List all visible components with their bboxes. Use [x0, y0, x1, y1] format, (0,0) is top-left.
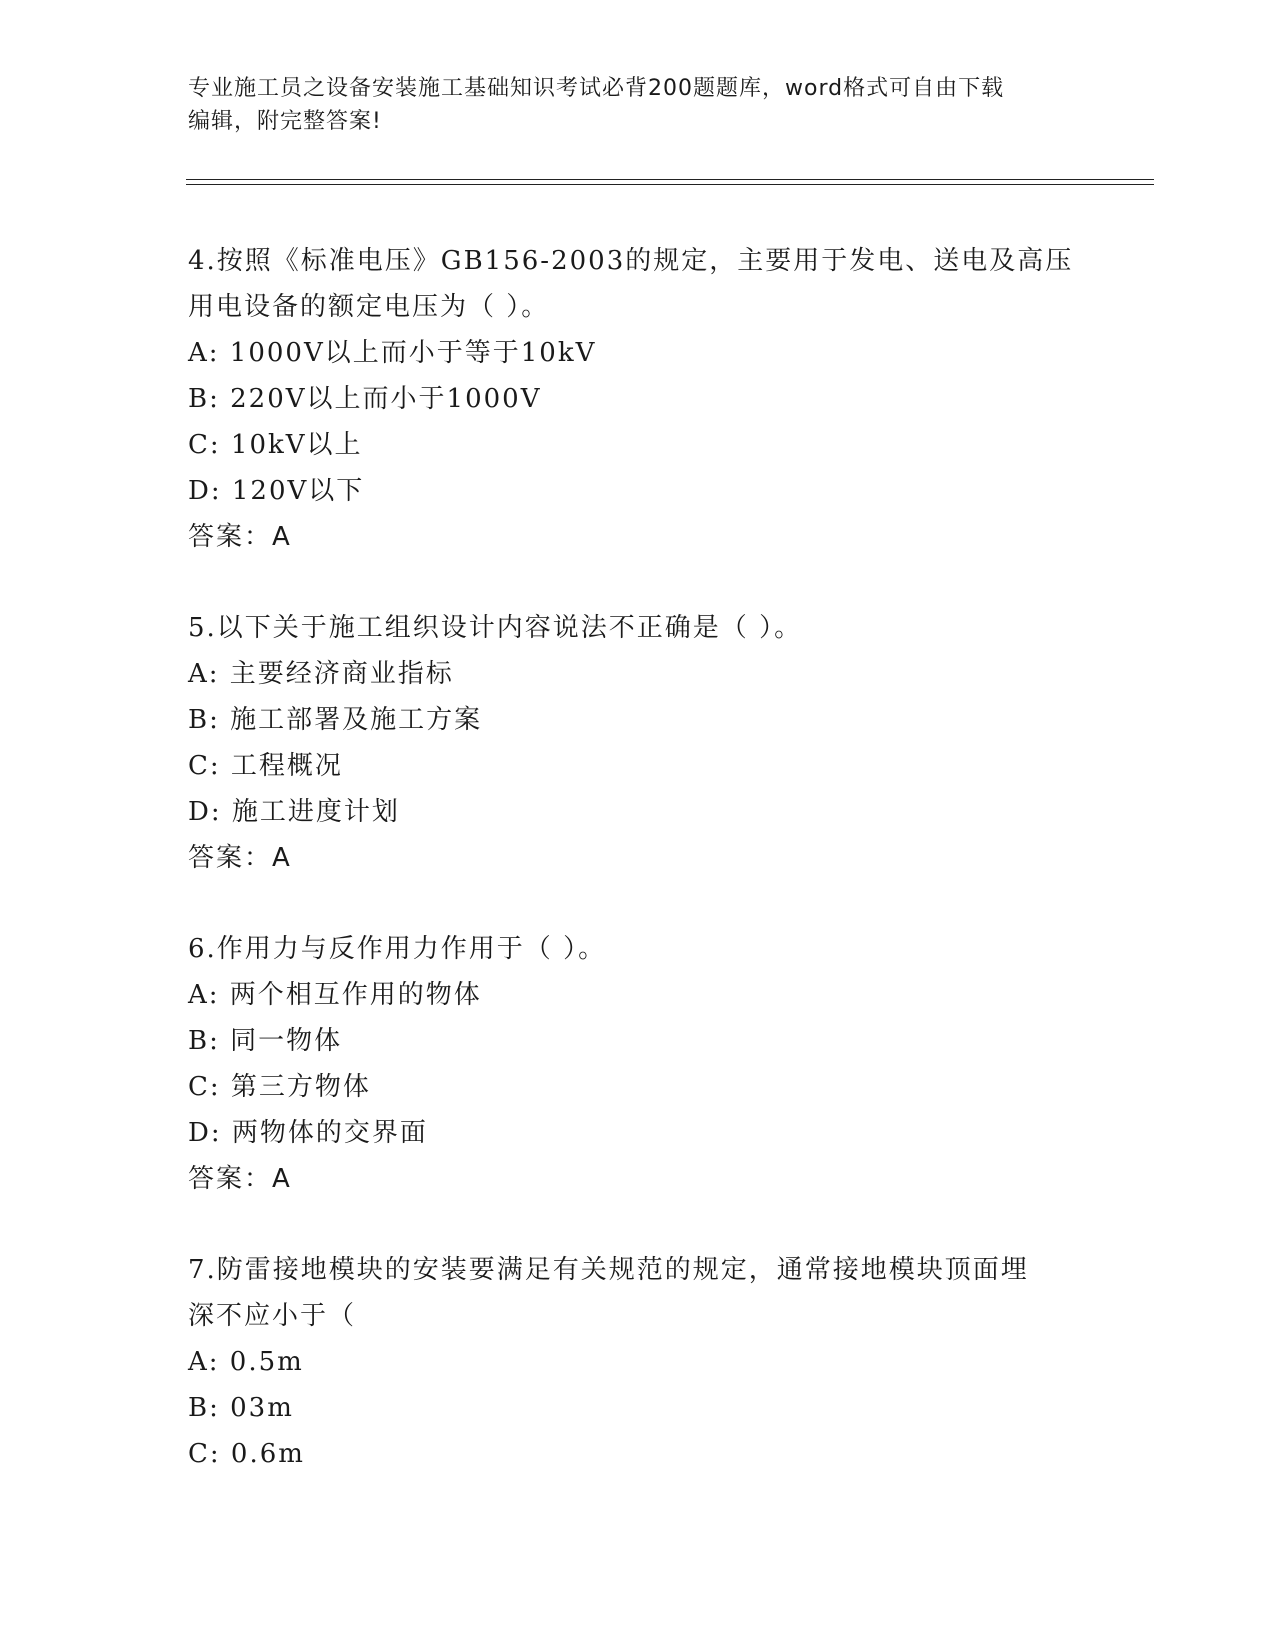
question-stem-continued: 用电设备的额定电压为（ ）。: [188, 292, 550, 322]
question-stem: 5.以下关于施工组织设计内容说法不正确是（ ）。: [188, 613, 803, 643]
option-b: B: 03m: [188, 1393, 294, 1423]
header-line-2: 编辑，附完整答案!: [188, 109, 382, 134]
header-divider-top: [186, 179, 1154, 180]
question-4: [188, 238, 1088, 560]
question-list: [188, 238, 1088, 1477]
question-gap: [188, 560, 1088, 605]
option-a: A: 主要经济商业指标: [188, 659, 454, 689]
option-b: B: 220V以上而小于1000V: [188, 384, 542, 414]
option-c: C: 工程概况: [188, 751, 343, 781]
option-b: B: 同一物体: [188, 1026, 343, 1056]
answer-label: 答案：A: [188, 1164, 292, 1194]
answer-label: 答案：A: [188, 843, 292, 873]
question-gap: [188, 881, 1088, 926]
document-header: [188, 72, 1088, 138]
option-d: D: 120V以下: [188, 476, 365, 506]
question-stem-continued: 深不应小于（: [188, 1301, 357, 1331]
header-divider-bottom: [186, 184, 1154, 185]
option-c: C: 0.6m: [188, 1439, 305, 1469]
header-line-1: 专业施工员之设备安装施工基础知识考试必背200题题库，word格式可自由下载: [188, 76, 1005, 101]
question-stem: 4.按照《标准电压》GB156-2003的规定，主要用于发电、送电及高压: [188, 246, 1074, 276]
option-c: C: 10kV以上: [188, 430, 363, 460]
option-c: C: 第三方物体: [188, 1072, 371, 1102]
question-stem: 6.作用力与反作用力作用于（ ）。: [188, 934, 607, 964]
question-stem: 7.防雷接地模块的安装要满足有关规范的规定，通常接地模块顶面埋: [188, 1255, 1029, 1285]
question-5: [188, 605, 1088, 881]
question-6: [188, 926, 1088, 1202]
option-b: B: 施工部署及施工方案: [188, 705, 483, 735]
question-7: [188, 1247, 1088, 1477]
option-a: A: 两个相互作用的物体: [188, 980, 482, 1010]
answer-label: 答案：A: [188, 522, 292, 552]
option-a: A: 0.5m: [188, 1347, 304, 1377]
question-gap: [188, 1202, 1088, 1247]
option-d: D: 两物体的交界面: [188, 1118, 428, 1148]
option-a: A: 1000V以上而小于等于10kV: [188, 338, 597, 368]
option-d: D: 施工进度计划: [188, 797, 400, 827]
